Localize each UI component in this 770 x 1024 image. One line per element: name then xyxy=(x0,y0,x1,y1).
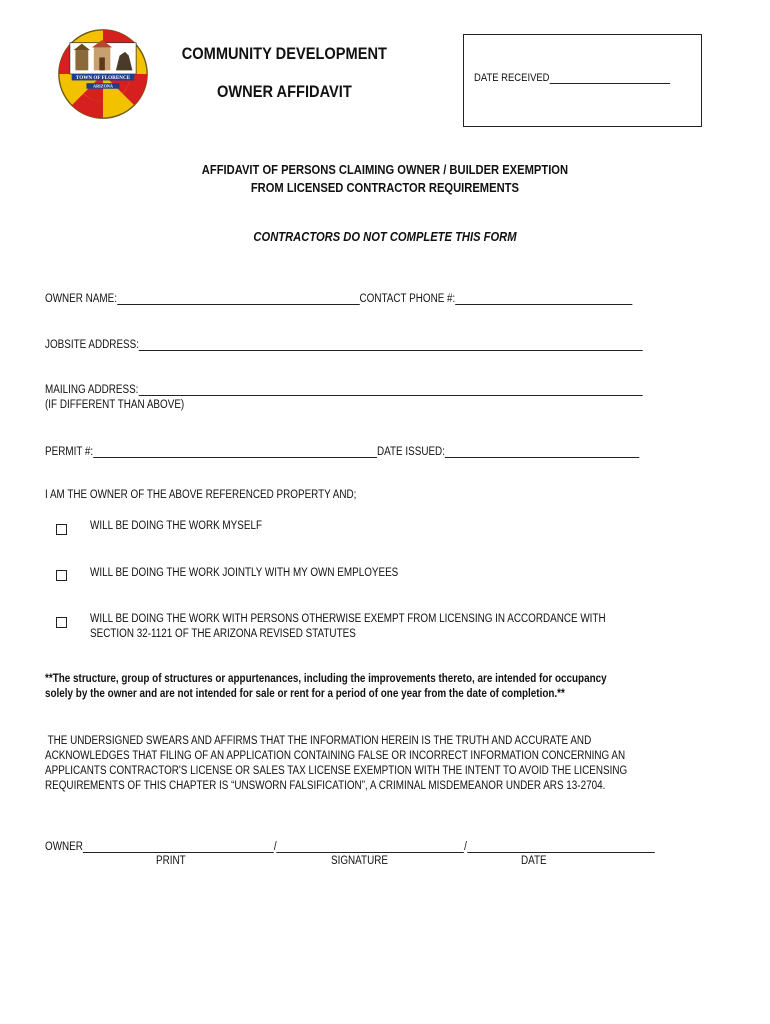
town-seal-logo xyxy=(57,28,149,120)
swear-line4: REQUIREMENTS OF THIS CHAPTER IS “UNSWORN FALSIFICATION”, A CRIMINAL MISDEMEANOR UNDER ARS 13-2704. xyxy=(45,780,606,792)
owner-name-row xyxy=(45,292,728,305)
option-3-label-line2: SECTION 32-1121 OF THE ARIZONA REVISED STATUTES xyxy=(90,628,356,640)
option-1-checkbox[interactable] xyxy=(56,524,67,535)
option-2-checkbox[interactable] xyxy=(56,570,67,581)
form-title: OWNER AFFIDAVIT xyxy=(216,82,352,101)
signature-date-field[interactable] xyxy=(467,840,654,853)
department-title: COMMUNITY DEVELOPMENT xyxy=(181,44,387,63)
mailing-address-label: MAILING ADDRESS: xyxy=(45,384,139,396)
seal-town-text: TOWN OF FLORENCE xyxy=(75,75,131,82)
jobsite-address-field[interactable] xyxy=(139,338,643,351)
date-issued-field[interactable] xyxy=(445,445,639,458)
mailing-note: (IF DIFFERENT THAN ABOVE) xyxy=(45,399,185,411)
occupancy-note-line1: **The structure, group of structures or appurtenances, including the improvements thereto, are intended for occupancy xyxy=(45,673,607,685)
owner-label: OWNER xyxy=(45,841,83,853)
affidavit-title-line2: FROM LICENSED CONTRACTOR REQUIREMENTS xyxy=(250,180,520,195)
swear-line3: APPLICANTS CONTRACTOR'S LICENSE OR SALES TAX LICENSE EXEMPTION WITH THE INTENT TO AVOID THE LICENSING xyxy=(45,765,628,777)
date-received-box xyxy=(463,34,702,127)
jobsite-address-label: JOBSITE ADDRESS: xyxy=(45,339,139,351)
permit-field[interactable] xyxy=(93,445,377,458)
jobsite-row xyxy=(45,338,740,351)
date-received-row xyxy=(474,71,702,84)
print-caption: PRINT xyxy=(156,855,186,867)
swear-line1: THE UNDERSIGNED SWEARS AND AFFIRMS THAT THE INFORMATION HEREIN IS THE TRUTH AND ACCURATE AND xyxy=(45,735,592,747)
date-caption: DATE xyxy=(521,855,547,867)
occupancy-note-line2: solely by the owner and are not intended for sale or rent for a period of one year from the date of completion.** xyxy=(45,688,565,700)
option-2-label: WILL BE DOING THE WORK JOINTLY WITH MY OWN EMPLOYEES xyxy=(90,567,399,579)
contact-phone-label: CONTACT PHONE #: xyxy=(359,293,456,305)
owner-statement: I AM THE OWNER OF THE ABOVE REFERENCED PROPERTY AND; xyxy=(45,489,357,501)
signature-row: OWNER / / xyxy=(45,840,754,853)
swear-line2: ACKNOWLEDGES THAT FILING OF AN APPLICATION CONTAINING FALSE OR INCORRECT INFORMATION CONCERNING AN xyxy=(45,750,626,762)
mailing-row xyxy=(45,383,740,396)
permit-row xyxy=(45,445,736,458)
owner-name-field[interactable] xyxy=(117,292,360,305)
permit-label: PERMIT #: xyxy=(45,446,94,458)
signature-field[interactable] xyxy=(277,840,464,853)
print-name-field[interactable] xyxy=(83,840,274,853)
option-3-checkbox[interactable] xyxy=(56,617,67,628)
mailing-address-field[interactable] xyxy=(138,383,642,396)
date-received-field[interactable] xyxy=(550,71,670,84)
signature-caption: SIGNATURE xyxy=(331,855,388,867)
option-3-label-line1: WILL BE DOING THE WORK WITH PERSONS OTHERWISE EXEMPT FROM LICENSING IN ACCORDANCE WITH xyxy=(90,613,606,625)
contact-phone-field[interactable] xyxy=(455,292,632,305)
date-issued-label: DATE ISSUED: xyxy=(376,446,445,458)
option-1-label: WILL BE DOING THE WORK MYSELF xyxy=(90,520,263,532)
seal-state-text: ARIZONA xyxy=(93,83,113,89)
date-received-label: DATE RECEIVED xyxy=(474,72,550,84)
owner-name-label: OWNER NAME: xyxy=(45,293,117,305)
contractors-notice: CONTRACTORS DO NOT COMPLETE THIS FORM xyxy=(253,229,517,244)
affidavit-title-line1: AFFIDAVIT OF PERSONS CLAIMING OWNER / BUILDER EXEMPTION xyxy=(201,162,569,177)
